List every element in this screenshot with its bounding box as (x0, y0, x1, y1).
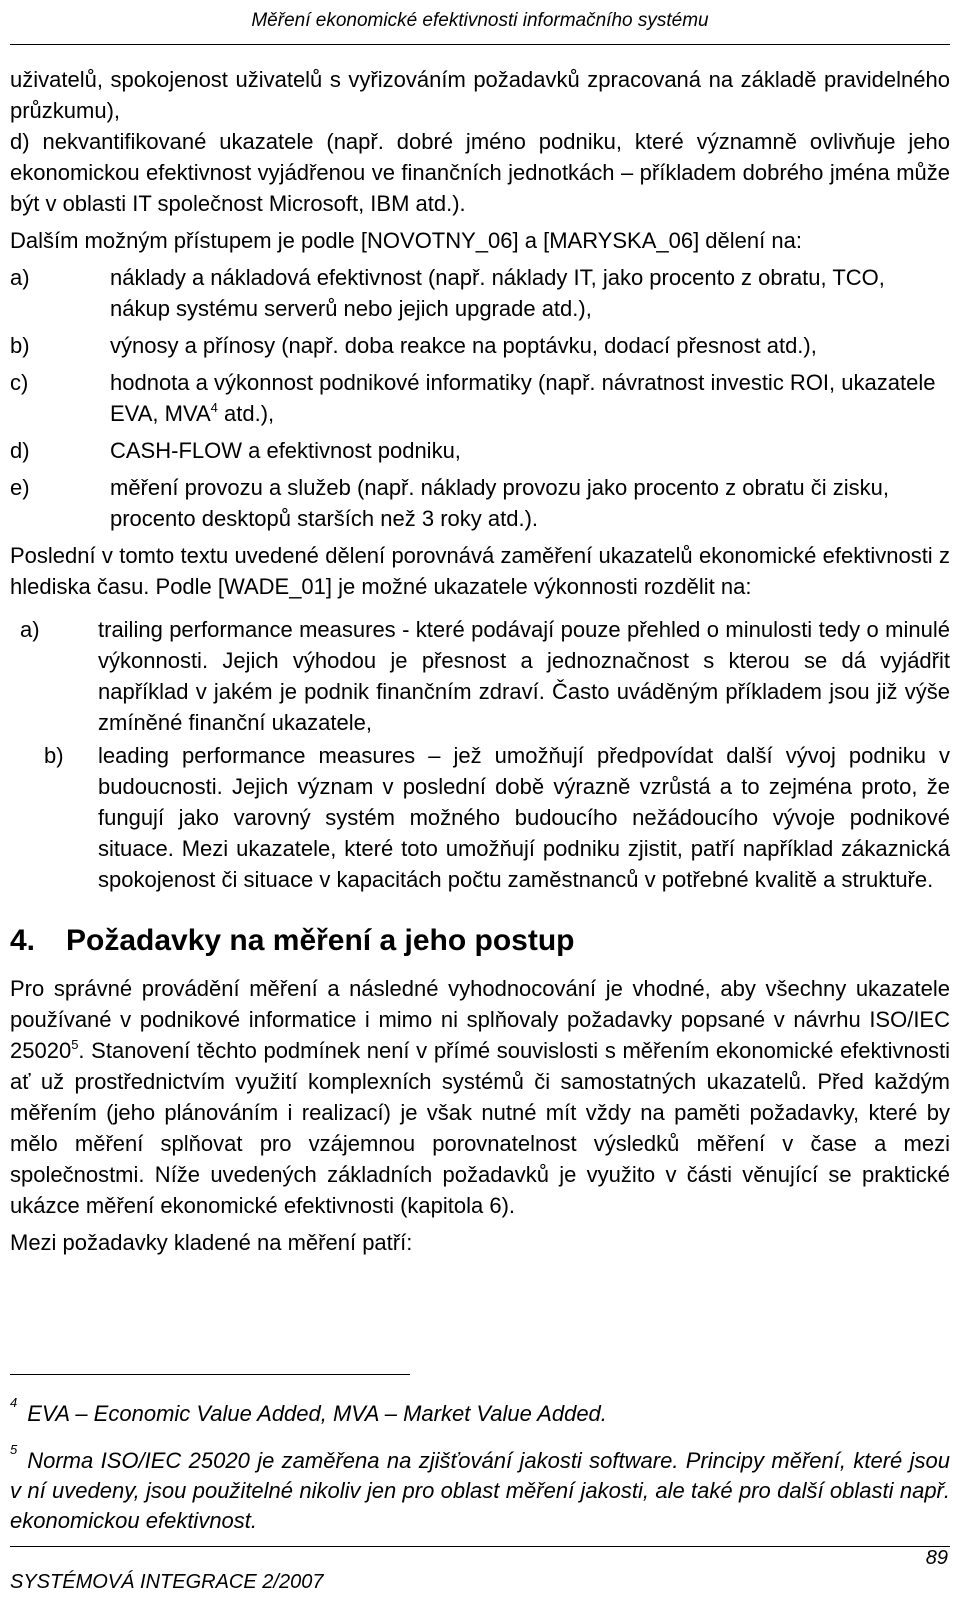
list-item (10, 367, 950, 429)
page-body (10, 64, 950, 1258)
page-header (10, 0, 950, 45)
list-item-text: leading performance measures – jež umožňují předpovídat další vývoj podniku v budoucnosti. Jejich význam v poslední době výrazně vzrůstá a to zejména proto, že fungují jako varovný systém možného budoucího nežádoucího vývoje podnikové situace. Mezi ukazatele, které toto umožňují podniku zjistit, patří například zákaznická spokojenost či situace v kapacitách počtu zaměstnanců v potřebné kvalitě a struktuře. (98, 743, 950, 892)
header-title: Měření ekonomické efektivnosti informačního systému (251, 10, 709, 31)
list-marker: b) (10, 333, 30, 358)
division-list (10, 262, 950, 534)
paragraph-division-intro: Dalším možným přístupem je podle [NOVOTNY_06] a [MARYSKA_06] dělení na: (10, 228, 802, 253)
list-item-text: hodnota a výkonnost podnikové informatiky (např. návratnost investic ROI, ukazatele EVA, MVA (110, 370, 936, 426)
list-marker: a) (20, 617, 40, 642)
paragraph-continuation: uživatelů, spokojenost uživatelů s vyřizováním požadavků zpracovaná na základě pravidelného průzkumu), (10, 67, 950, 123)
footnote-mark: 5 (10, 1442, 18, 1457)
list-item-text: CASH-FLOW a efektivnost podniku, (110, 438, 461, 463)
list-item (10, 262, 950, 324)
footnote-ref: 4 (210, 400, 218, 415)
list-marker: e) (10, 475, 30, 500)
list-item-text: trailing performance measures - které podávají pouze přehled o minulosti tedy o minulé výkonnosti. Jejich výhodou je přesnost a jednoznačnost s kterou se dá vyjádřit například v jakém je podnik finančním zdraví. Často uváděným příkladem jsou již výše zmíněné finanční ukazatele, (98, 617, 950, 735)
paragraph-text: Pro správné provádění měření a následné vyhodnocování je vhodné, aby všechny ukazatele používané v podnikové informatice i mimo ni splňovaly požadavky popsané v návrhu ISO/IEC 25020 (10, 976, 950, 1063)
list-marker: a) (10, 265, 30, 290)
list-item-text: měření provozu a služeb (např. náklady provozu jako procento z obratu či zisku, procento desktopů starších než 3 roky atd.). (110, 475, 889, 531)
paragraph-item-d: d) nekvantifikované ukazatele (např. dobré jméno podniku, které významně ovlivňuje jeho ekonomickou efektivnost vyjádřenou ve finančních jednotkách – příkladem dobrého jména může být v oblasti IT společnost Microsoft, IBM atd.). (10, 129, 950, 216)
list-marker: d) (10, 438, 30, 463)
paragraph-time-division: Poslední v tomto textu uvedené dělení porovnává zaměření ukazatelů ekonomické efektivnosti z hlediska času. Podle [WADE_01] je možné ukazatele výkonnosti rozdělit na: (10, 543, 950, 599)
footnote-ref: 5 (71, 1037, 79, 1052)
section-heading (10, 923, 950, 959)
footnote (10, 1388, 950, 1429)
page-number: 89 (925, 1547, 948, 1569)
list-item-text-after: atd.), (217, 401, 275, 426)
footnote-text: EVA – Economic Value Added, MVA – Market Value Added. (27, 1401, 607, 1426)
section-number: 4. (10, 924, 36, 957)
section-title: Požadavky na měření a jeho postup (66, 924, 575, 957)
list-item (10, 740, 950, 895)
paragraph-text-after: . Stanovení těchto podmínek není v přímé souvislosti s měřením ekonomické efektivnosti ať už prostřednictvím využití komplexních systémů či samostatných ukazatelů. Před každým měřením (jeho plánováním i realizací) je však nutné mít vždy na paměti požadavky, které by mělo měření splňovat pro vzájemnou porovnatelnost výsledků měření v čase a mezi společnostmi. Níže uvedených základních požadavků je využito v části věnující se praktické ukázce měření ekonomické efektivnosti (kapitola 6). (10, 1038, 950, 1218)
footnote-mark: 4 (10, 1395, 18, 1410)
list-item (10, 330, 950, 361)
list-marker: c) (10, 370, 29, 395)
footnotes (10, 1388, 950, 1542)
list-item (10, 435, 950, 466)
performance-measures-list (10, 614, 950, 895)
paragraph-requirements (10, 973, 950, 1221)
footnote (10, 1435, 950, 1536)
journal-name: SYSTÉMOVÁ INTEGRACE 2/2007 (10, 1571, 324, 1593)
list-item-text: výnosy a přínosy (např. doba reakce na poptávku, dodací přesnost atd.), (110, 333, 817, 358)
footnote-text: Norma ISO/IEC 25020 je zaměřena na zjišťování jakosti software. Principy měření, které jsou v ní uvedeny, jsou použitelné nikoliv jen pro oblast měření jakosti, ale také pro další oblasti např. ekonomickou efektivnost. (10, 1448, 950, 1533)
footnote-divider (10, 1374, 410, 1375)
list-item-text: náklady a nákladová efektivnost (např. náklady IT, jako procento z obratu, TCO, nákup systému serverů nebo jejich upgrade atd.), (110, 265, 885, 321)
page-footer (10, 1546, 950, 1605)
list-item (10, 614, 950, 738)
list-item (10, 472, 950, 534)
paragraph-requirements-intro: Mezi požadavky kladené na měření patří: (10, 1230, 413, 1255)
list-marker: b) (44, 743, 64, 768)
